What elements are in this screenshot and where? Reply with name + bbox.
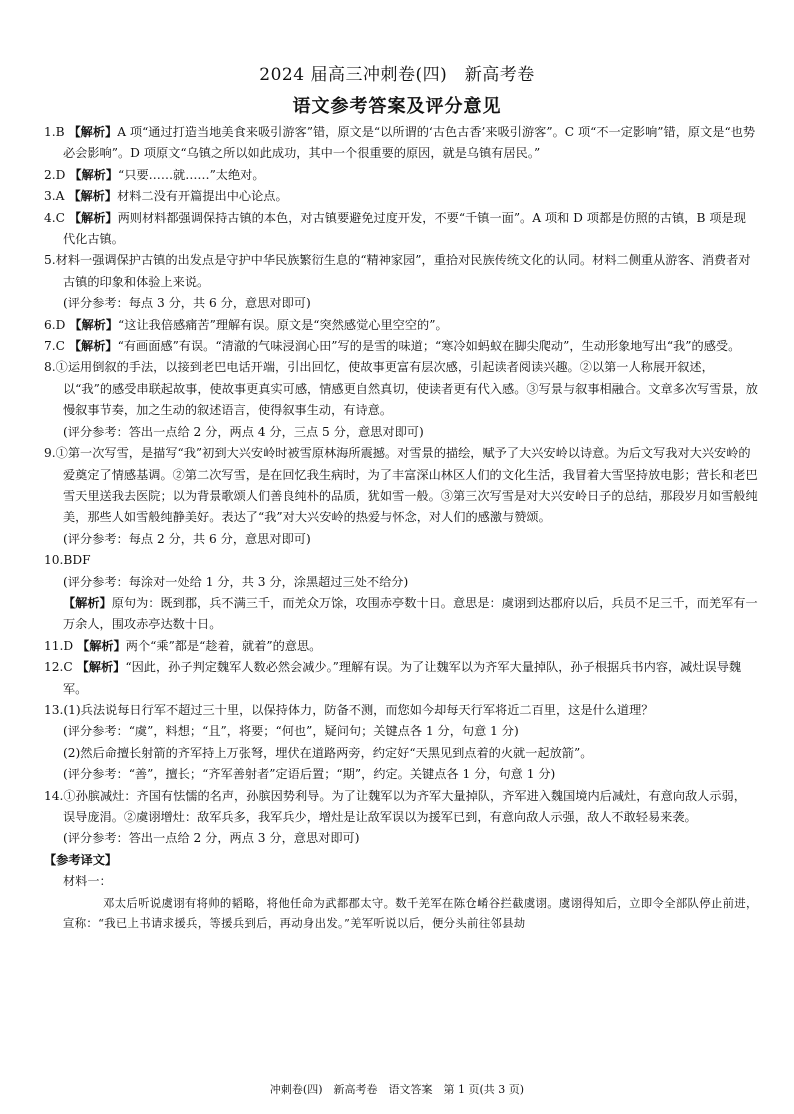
analysis-tag: 【解析】 (77, 638, 126, 653)
page-subtitle: 语文参考答案及评分意见 (292, 96, 502, 117)
answer-subitem: (2)然后命擅长射箭的齐军持上万张弩，埋伏在道路两旁，约定好“天黑见到点着的火就一起放箭”。 (63, 745, 593, 760)
item-text: A 项“通过打造当地美食来吸引游客”错，原文是“以所谓的‘古色古香’来吸引游客”。C 项“不一定影响”错，原文是“也势必会影响”。D 项原文“乌镇之所以如此成功，其中一个很重要的原因，就是乌镇有居民。” (63, 125, 756, 161)
analysis-tag: 【解析】 (76, 660, 126, 675)
answer-item (44, 336, 758, 357)
answer-content (44, 122, 758, 933)
translation-text: 邓太后听说虞诩有将帅的韬略，将他任命为武都郡太守。数千羌军在陈仓崤谷拦截虞诩。虞诩得知后，立即令全部队停止前进，宣称：“我已上书请求援兵，等援兵到后，再动身出发。”羌军听说以后，便分头前往邻县劫 (63, 895, 758, 931)
item-text: “只要……就……”太绝对。 (118, 167, 265, 182)
item-number: 2.D (44, 167, 66, 182)
item-number: 13. (44, 702, 64, 717)
scoring-note: (评分参考：每涂对一处给 1 分，共 3 分，涂黑超过三处不给分) (63, 574, 409, 589)
answer-item (44, 700, 758, 721)
analysis-tag: 【解析】 (68, 339, 118, 354)
item-text: “这让我倍感痛苦”理解有误。原文是“突然感觉心里空空的”。 (118, 317, 448, 332)
page-title: 2024 届高三冲刺卷(四) 新高考卷 (259, 65, 535, 85)
answer-item (44, 122, 758, 165)
scoring-note: (评分参考：答出一点给 2 分，两点 3 分，意思对即可) (63, 831, 360, 846)
answer-item (44, 636, 758, 657)
item-text: (1)兵法说每日行军不超过三十里，以保持体力，防备不测，而您如今却每天行军将近二百里，这是什么道理？ (63, 702, 654, 717)
item-text: 材料一强调保护古镇的出发点是守护中华民族繁衍生息的“精神家园”，重拾对民族传统文化的认同。材料二侧重从游客、消费者对古镇的印象和体验上来说。 (55, 253, 751, 289)
analysis-tag: 【解析】 (69, 167, 119, 182)
item-number: 9. (44, 446, 56, 461)
item-text: 原句为：既到郡，兵不满三千，而羌众万馀，攻围赤亭数十日。意思是：虞诩到达郡府以后，兵员不足三千，而羌军有一万余人，围攻赤亭达数十日。 (63, 595, 758, 632)
translation-heading: 【参考译文】 (44, 852, 118, 867)
answer-item (44, 186, 758, 207)
item-number: 14. (44, 788, 64, 803)
scoring-note: (评分参考：“虞”，料想；“且”，将要；“何也”，疑问句；关键点各 1 分，句意 1 分) (63, 724, 519, 739)
answer-item (44, 250, 758, 293)
analysis-tag: 【解析】 (69, 317, 119, 332)
analysis-tag: 【解析】 (68, 125, 118, 139)
item-text: ①孙膑减灶：齐国有怯懦的名声，孙膑因势利导。为了让魏军以为齐军大量掉队，齐军进入魏国境内后减灶，有意向敌人示弱，误导庞涓。②虞诩增灶：敌军兵多，我军兵少，增灶是让敌军误以为援军已到，有意向敌人示强，敌人不敢轻易来袭。 (63, 788, 746, 824)
item-text: 两个“乘”都是“趁着，就着”的意思。 (125, 638, 322, 653)
scoring-note: (评分参考：每点 2 分，共 6 分，意思对即可) (63, 531, 311, 546)
analysis-tag: 【解析】 (63, 595, 112, 610)
answer-item (44, 443, 758, 529)
scoring-note: (评分参考：答出一点给 2 分，两点 4 分，三点 5 分，意思对即可) (63, 424, 424, 439)
analysis-tag: 【解析】 (68, 210, 118, 225)
answer-item (44, 786, 758, 829)
answer-item (44, 208, 758, 251)
item-number: 5. (44, 253, 56, 268)
item-number: 1.B (44, 125, 65, 139)
answer-item (44, 315, 758, 336)
scoring-note: (评分参考：“善”，擅长；“齐军善射者”定语后置；“期”，约定。关键点各 1 分，句意 1 分) (63, 767, 556, 782)
scoring-note: (评分参考：每点 3 分，共 6 分，意思对即可) (63, 296, 311, 311)
item-number: 7.C (44, 339, 65, 354)
analysis-tag: 【解析】 (68, 189, 118, 204)
material-label: 材料一： (63, 874, 112, 889)
item-text: 两则材料都强调保持古镇的本色，对古镇要避免过度开发，不要“千镇一面”。A 项和 D 项都是仿照的古镇，B 项是现代化古镇。 (63, 210, 746, 247)
item-text: 材料二没有开篇提出中心论点。 (117, 189, 288, 204)
item-number: 8. (44, 360, 56, 375)
item-text: ①运用倒叙的手法，以接到老巴电话开端，引出回忆，使故事更富有层次感，引起读者阅读兴趣。②以第一人称展开叙述，以“我”的感受串联起故事，使故事更真实可感，情感更自然真切，使读者更有代入感。③写景与叙事相融合。文章多次写雪景，放慢叙事节奏，加之生动的叙述语言，使得叙事生动，有诗意。 (55, 360, 758, 418)
item-number: 4.C (44, 210, 65, 225)
answer-item (44, 550, 758, 571)
item-number: 6.D (44, 317, 66, 332)
item-number: 11.D (44, 638, 74, 653)
item-text: “有画面感”有误。“清澈的气味浸润心田”写的是雪的味道；“寒冷如蚂蚁在脚尖爬动”，生动形象地写出“我”的感受。 (117, 339, 741, 354)
item-number: 3.A (44, 189, 65, 204)
item-text: ①第一次写雪，是描写“我”初到大兴安岭时被雪原林海所震撼。对雪景的描绘，赋予了大兴安岭以诗意。为后文写我对大兴安岭的爱奠定了情感基调。②第二次写雪，是在回忆我生病时，为了丰富深山林区人们的文化生活，我冒着大雪坚持放电影；营长和老巴雪天里送我去医院；以为背景歌颂人们善良纯朴的品质，犹如雪一般。③第三次写雪是对大兴安岭日子的总结，那段岁月如雪般纯美，那些人如雪般纯静美好。表达了“我”对大兴安岭的热爱与怀念，对人们的感激与赞颂。 (55, 446, 758, 525)
answer-item (44, 165, 758, 186)
answer-item (44, 657, 758, 700)
item-number: 12.C (44, 660, 73, 675)
item-text: “因此，孙子判定魏军人数必然会减少。”理解有误。为了让魏军以为齐军大量掉队，孙子根据兵书内容，减灶误导魏军。 (63, 660, 742, 696)
page-footer: 冲刺卷(四) 新高考卷 语文答案 第 1 页(共 3 页) (269, 1083, 525, 1096)
answer-item (44, 357, 758, 421)
analysis-note (44, 593, 758, 636)
item-number: 10.BDF (44, 553, 91, 568)
